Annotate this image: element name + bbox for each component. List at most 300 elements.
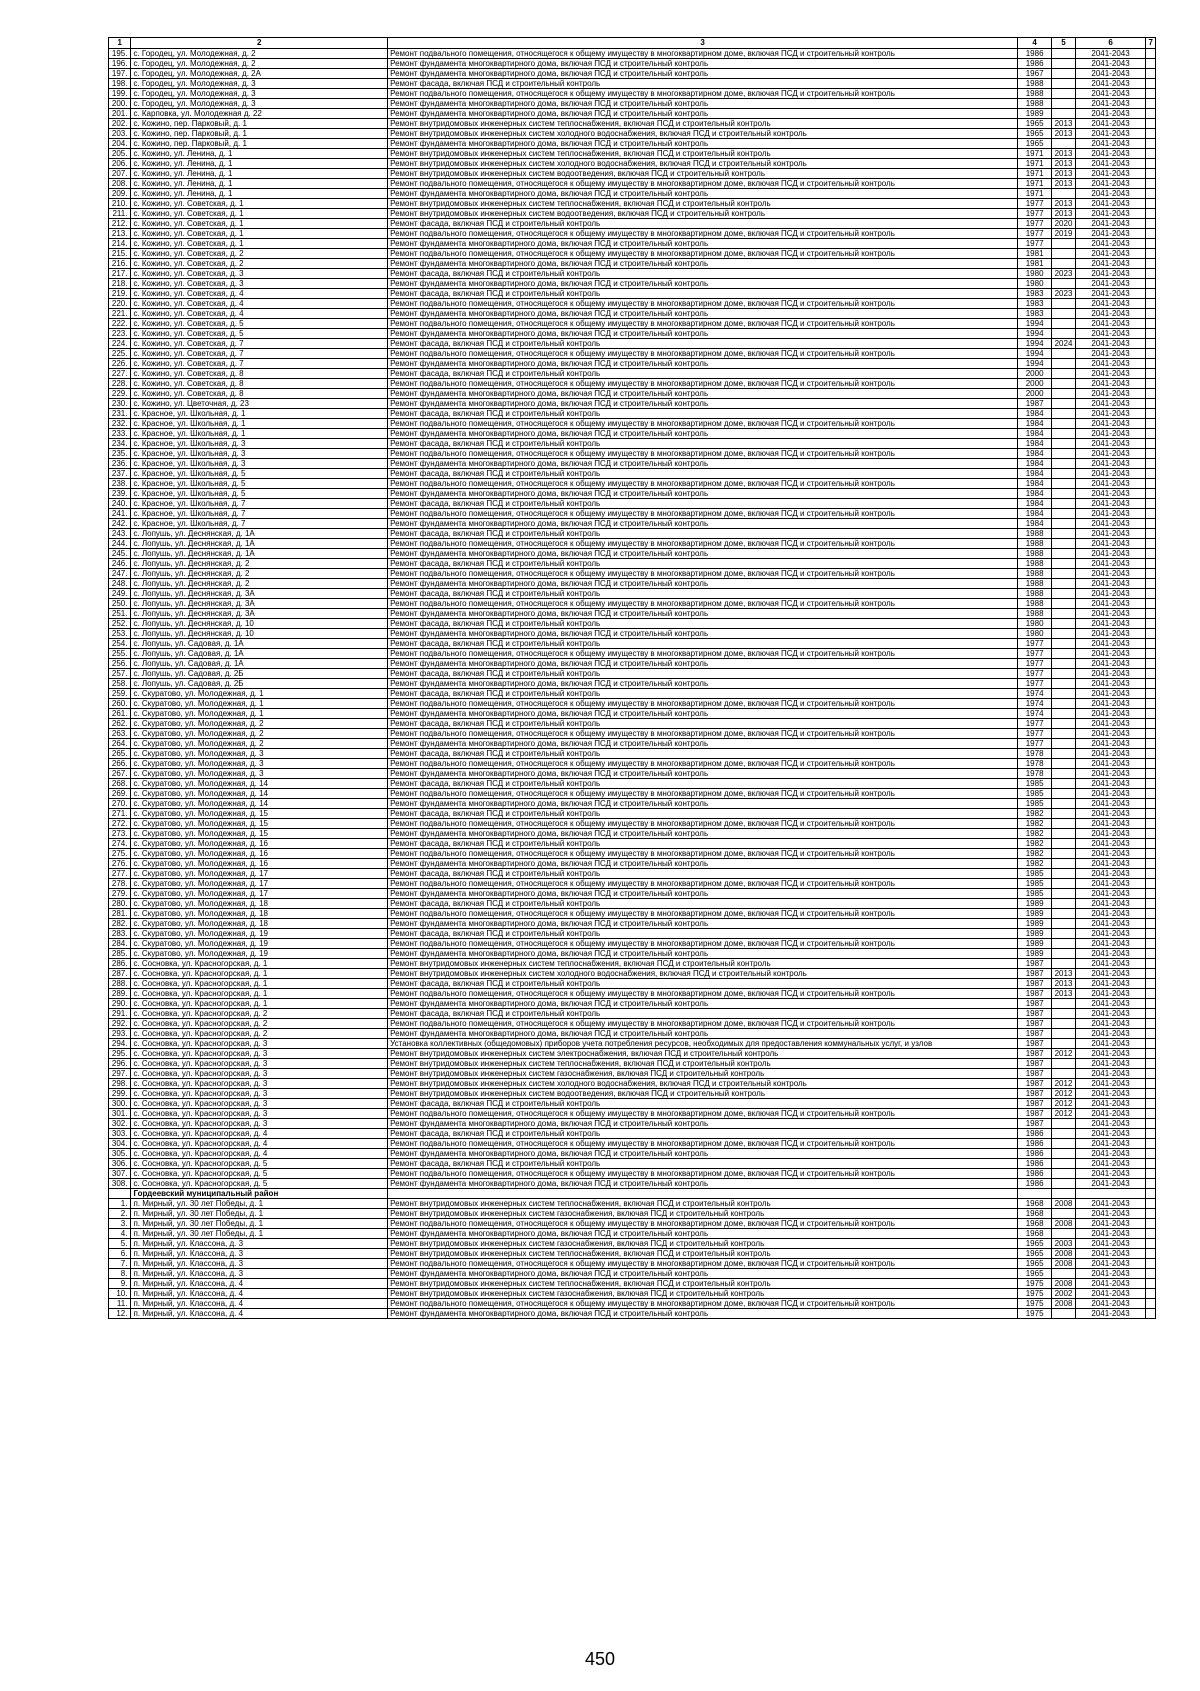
work-type-cell: Ремонт фундамента многоквартирного дома, включая ПСД и строительный контроль	[388, 389, 1018, 399]
year-built-cell: 1986	[1018, 1169, 1052, 1179]
planned-period-cell: 2041-2043	[1075, 1169, 1146, 1179]
year-built-cell: 1965	[1018, 1259, 1052, 1269]
note-cell	[1146, 319, 1156, 329]
address-cell: с. Сосновка, ул. Красногорская, д. 5	[131, 1159, 388, 1169]
table-row	[109, 539, 1156, 549]
year-built-cell: 1977	[1018, 669, 1052, 679]
table-row	[109, 819, 1156, 829]
planned-period-cell: 2041-2043	[1075, 1089, 1146, 1099]
table-row	[109, 1079, 1156, 1089]
last-repair-year-cell	[1052, 859, 1076, 869]
planned-period-cell: 2041-2043	[1075, 909, 1146, 919]
planned-period-cell: 2041-2043	[1075, 1029, 1146, 1039]
row-number-cell: 241.	[109, 509, 131, 519]
row-number-cell: 232.	[109, 419, 131, 429]
work-type-cell: Ремонт подвального помещения, относящегося к общему имуществу в многоквартирном доме, включая ПСД и строительный контроль	[388, 1109, 1018, 1119]
note-cell	[1146, 809, 1156, 819]
work-type-cell: Ремонт фасада, включая ПСД и строительный контроль	[388, 529, 1018, 539]
table-row	[109, 1239, 1156, 1249]
note-cell	[1146, 1039, 1156, 1049]
planned-period-cell: 2041-2043	[1075, 619, 1146, 629]
table-row	[109, 559, 1156, 569]
note-cell	[1146, 189, 1156, 199]
note-cell	[1146, 1099, 1156, 1109]
year-built-cell: 1984	[1018, 449, 1052, 459]
last-repair-year-cell	[1052, 769, 1076, 779]
planned-period-cell: 2041-2043	[1075, 1269, 1146, 1279]
note-cell	[1146, 519, 1156, 529]
table-row	[109, 649, 1156, 659]
address-cell: с. Лопушь, ул. Садовая, д. 2Б	[131, 679, 388, 689]
year-built-cell: 1984	[1018, 419, 1052, 429]
address-cell: с. Скуратово, ул. Молодежная, д. 2	[131, 729, 388, 739]
table-row	[109, 1009, 1156, 1019]
note-cell	[1146, 79, 1156, 89]
row-number-cell: 208.	[109, 179, 131, 189]
address-cell: с. Кожино, ул. Советская, д. 7	[131, 339, 388, 349]
last-repair-year-cell	[1052, 739, 1076, 749]
planned-period-cell: 2041-2043	[1075, 579, 1146, 589]
table-row	[109, 949, 1156, 959]
table-row	[109, 189, 1156, 199]
address-cell: с. Кожино, ул. Советская, д. 4	[131, 299, 388, 309]
table-row	[109, 1289, 1156, 1299]
table-row	[109, 609, 1156, 619]
row-number-cell: 220.	[109, 299, 131, 309]
work-type-cell: Ремонт фасада, включая ПСД и строительный контроль	[388, 1159, 1018, 1169]
row-number-cell: 305.	[109, 1149, 131, 1159]
note-cell	[1146, 1129, 1156, 1139]
row-number-cell: 242.	[109, 519, 131, 529]
planned-period-cell: 2041-2043	[1075, 409, 1146, 419]
last-repair-year-cell	[1052, 139, 1076, 149]
work-type-cell: Ремонт фундамента многоквартирного дома, включая ПСД и строительный контроль	[388, 549, 1018, 559]
year-built-cell: 1985	[1018, 779, 1052, 789]
note-cell	[1146, 839, 1156, 849]
last-repair-year-cell	[1052, 49, 1076, 59]
work-type-cell: Ремонт подвального помещения, относящегося к общему имуществу в многоквартирном доме, включая ПСД и строительный контроль	[388, 179, 1018, 189]
planned-period-cell: 2041-2043	[1075, 1139, 1146, 1149]
note-cell	[1146, 139, 1156, 149]
year-built-cell: 1981	[1018, 249, 1052, 259]
planned-period-cell: 2041-2043	[1075, 679, 1146, 689]
planned-period-cell: 2041-2043	[1075, 1039, 1146, 1049]
planned-period-cell: 2041-2043	[1075, 1249, 1146, 1259]
note-cell	[1146, 1079, 1156, 1089]
planned-period-cell: 2041-2043	[1075, 799, 1146, 809]
note-cell	[1146, 1069, 1156, 1079]
last-repair-year-cell: 2003	[1052, 1239, 1076, 1249]
last-repair-year-cell: 2013	[1052, 969, 1076, 979]
work-type-cell: Ремонт фундамента многоквартирного дома, включая ПСД и строительный контроль	[388, 109, 1018, 119]
table-row	[109, 1119, 1156, 1129]
note-cell	[1146, 489, 1156, 499]
work-type-cell: Ремонт фундамента многоквартирного дома, включая ПСД и строительный контроль	[388, 999, 1018, 1009]
year-built-cell: 1982	[1018, 819, 1052, 829]
row-number-cell: 246.	[109, 559, 131, 569]
row-number-cell: 205.	[109, 149, 131, 159]
planned-period-cell: 2041-2043	[1075, 279, 1146, 289]
address-cell: с. Сосновка, ул. Красногорская, д. 5	[131, 1179, 388, 1189]
year-built-cell: 1989	[1018, 949, 1052, 959]
address-cell: с. Кожино, ул. Советская, д. 2	[131, 259, 388, 269]
last-repair-year-cell: 2013	[1052, 179, 1076, 189]
last-repair-year-cell	[1052, 1009, 1076, 1019]
address-cell: с. Скуратово, ул. Молодежная, д. 1	[131, 709, 388, 719]
table-row	[109, 739, 1156, 749]
year-built-cell: 1977	[1018, 639, 1052, 649]
table-row	[109, 1259, 1156, 1269]
planned-period-cell: 2041-2043	[1075, 899, 1146, 909]
year-built-cell: 1988	[1018, 89, 1052, 99]
row-number-cell: 6.	[109, 1249, 131, 1259]
year-built-cell	[1018, 1189, 1052, 1199]
row-number-cell: 3.	[109, 1219, 131, 1229]
year-built-cell: 1971	[1018, 169, 1052, 179]
row-number-cell: 304.	[109, 1139, 131, 1149]
last-repair-year-cell	[1052, 1229, 1076, 1239]
year-built-cell: 1977	[1018, 209, 1052, 219]
planned-period-cell: 2041-2043	[1075, 429, 1146, 439]
note-cell	[1146, 1239, 1156, 1249]
last-repair-year-cell	[1052, 949, 1076, 959]
planned-period-cell: 2041-2043	[1075, 519, 1146, 529]
planned-period-cell: 2041-2043	[1075, 1149, 1146, 1159]
row-number-cell: 211.	[109, 209, 131, 219]
row-number-cell: 213.	[109, 229, 131, 239]
year-built-cell: 1968	[1018, 1199, 1052, 1209]
planned-period-cell: 2041-2043	[1075, 939, 1146, 949]
work-type-cell: Ремонт внутридомовых инженерных систем газоснабжения, включая ПСД и строительный контроль	[388, 1289, 1018, 1299]
address-cell: с. Кожино, ул. Советская, д. 1	[131, 219, 388, 229]
work-type-cell: Ремонт фундамента многоквартирного дома, включая ПСД и строительный контроль	[388, 799, 1018, 809]
work-type-cell: Ремонт фасада, включая ПСД и строительный контроль	[388, 689, 1018, 699]
address-cell: с. Кожино, ул. Ленина, д. 1	[131, 189, 388, 199]
table-row	[109, 899, 1156, 909]
note-cell	[1146, 499, 1156, 509]
address-cell: с. Красное, ул. Школьная, д. 5	[131, 479, 388, 489]
address-cell: с. Кожино, ул. Советская, д. 7	[131, 359, 388, 369]
row-number-cell: 272.	[109, 819, 131, 829]
address-cell: с. Скуратово, ул. Молодежная, д. 18	[131, 909, 388, 919]
address-cell: с. Сосновка, ул. Красногорская, д. 3	[131, 1109, 388, 1119]
work-type-cell: Ремонт фасада, включая ПСД и строительный контроль	[388, 1099, 1018, 1109]
address-cell: с. Лопушь, ул. Деснянская, д. 1А	[131, 539, 388, 549]
note-cell	[1146, 469, 1156, 479]
last-repair-year-cell	[1052, 1159, 1076, 1169]
table-row	[109, 429, 1156, 439]
table-row	[109, 1199, 1156, 1209]
table-row	[109, 909, 1156, 919]
address-cell: с. Сосновка, ул. Красногорская, д. 4	[131, 1139, 388, 1149]
work-type-cell: Ремонт фасада, включая ПСД и строительный контроль	[388, 749, 1018, 759]
address-cell: с. Скуратово, ул. Молодежная, д. 17	[131, 869, 388, 879]
table-row	[109, 379, 1156, 389]
row-number-cell: 8.	[109, 1269, 131, 1279]
table-row	[109, 639, 1156, 649]
note-cell	[1146, 629, 1156, 639]
address-cell: с. Кожино, ул. Советская, д. 8	[131, 379, 388, 389]
planned-period-cell: 2041-2043	[1075, 459, 1146, 469]
note-cell	[1146, 929, 1156, 939]
last-repair-year-cell	[1052, 599, 1076, 609]
year-built-cell: 1968	[1018, 1209, 1052, 1219]
address-cell: с. Городец, ул. Молодежная, д. 2	[131, 59, 388, 69]
address-cell: с. Кожино, пер. Парковый, д. 1	[131, 129, 388, 139]
address-cell: с. Красное, ул. Школьная, д. 1	[131, 419, 388, 429]
table-row	[109, 439, 1156, 449]
address-cell: с. Кожино, ул. Советская, д. 8	[131, 369, 388, 379]
planned-period-cell: 2041-2043	[1075, 1129, 1146, 1139]
planned-period-cell: 2041-2043	[1075, 999, 1146, 1009]
note-cell	[1146, 1269, 1156, 1279]
last-repair-year-cell	[1052, 1029, 1076, 1039]
year-built-cell: 1987	[1018, 959, 1052, 969]
year-built-cell: 1985	[1018, 869, 1052, 879]
address-cell: с. Скуратово, ул. Молодежная, д. 3	[131, 759, 388, 769]
year-built-cell: 1987	[1018, 1099, 1052, 1109]
note-cell	[1146, 879, 1156, 889]
note-cell	[1146, 479, 1156, 489]
last-repair-year-cell	[1052, 1129, 1076, 1139]
planned-period-cell: 2041-2043	[1075, 249, 1146, 259]
year-built-cell: 1977	[1018, 719, 1052, 729]
year-built-cell: 1965	[1018, 119, 1052, 129]
work-type-cell: Ремонт фундамента многоквартирного дома, включая ПСД и строительный контроль	[388, 859, 1018, 869]
address-cell: с. Кожино, ул. Советская, д. 8	[131, 389, 388, 399]
year-built-cell: 1965	[1018, 1239, 1052, 1249]
note-cell	[1146, 1179, 1156, 1189]
note-cell	[1146, 1149, 1156, 1159]
work-type-cell: Ремонт подвального помещения, относящегося к общему имуществу в многоквартирном доме, включая ПСД и строительный контроль	[388, 849, 1018, 859]
note-cell	[1146, 289, 1156, 299]
header-row	[109, 38, 1156, 49]
row-number-cell: 290.	[109, 999, 131, 1009]
table-row	[109, 769, 1156, 779]
row-number-cell: 227.	[109, 369, 131, 379]
year-built-cell: 1975	[1018, 1279, 1052, 1289]
note-cell	[1146, 1209, 1156, 1219]
row-number-cell: 209.	[109, 189, 131, 199]
last-repair-year-cell	[1052, 959, 1076, 969]
last-repair-year-cell	[1052, 1189, 1076, 1199]
row-number-cell: 292.	[109, 1019, 131, 1029]
work-type-cell: Ремонт подвального помещения, относящегося к общему имуществу в многоквартирном доме, включая ПСД и строительный контроль	[388, 249, 1018, 259]
work-type-cell: Ремонт фундамента многоквартирного дома, включая ПСД и строительный контроль	[388, 739, 1018, 749]
work-type-cell: Ремонт фасада, включая ПСД и строительный контроль	[388, 1129, 1018, 1139]
last-repair-year-cell	[1052, 749, 1076, 759]
planned-period-cell: 2041-2043	[1075, 819, 1146, 829]
note-cell	[1146, 1059, 1156, 1069]
last-repair-year-cell	[1052, 109, 1076, 119]
note-cell	[1146, 129, 1156, 139]
year-built-cell: 2000	[1018, 379, 1052, 389]
address-cell: с. Скуратово, ул. Молодежная, д. 2	[131, 739, 388, 749]
last-repair-year-cell	[1052, 929, 1076, 939]
planned-period-cell: 2041-2043	[1075, 889, 1146, 899]
table-row	[109, 1209, 1156, 1219]
address-cell: с. Лопушь, ул. Деснянская, д. 2	[131, 579, 388, 589]
note-cell	[1146, 699, 1156, 709]
work-type-cell: Ремонт внутридомовых инженерных систем электроснабжения, включая ПСД и строительный контроль	[388, 1049, 1018, 1059]
year-built-cell: 1965	[1018, 1269, 1052, 1279]
work-type-cell: Ремонт подвального помещения, относящегося к общему имуществу в многоквартирном доме, включая ПСД и строительный контроль	[388, 509, 1018, 519]
planned-period-cell: 2041-2043	[1075, 309, 1146, 319]
year-built-cell: 1984	[1018, 459, 1052, 469]
work-type-cell: Ремонт фундамента многоквартирного дома, включая ПСД и строительный контроль	[388, 429, 1018, 439]
note-cell	[1146, 709, 1156, 719]
work-type-cell: Ремонт фундамента многоквартирного дома, включая ПСД и строительный контроль	[388, 69, 1018, 79]
year-built-cell: 1982	[1018, 859, 1052, 869]
note-cell	[1146, 759, 1156, 769]
address-cell: п. Мирный, ул. Классона, д. 3	[131, 1269, 388, 1279]
address-cell: с. Лопушь, ул. Садовая, д. 2Б	[131, 669, 388, 679]
last-repair-year-cell	[1052, 409, 1076, 419]
row-number-cell: 275.	[109, 849, 131, 859]
planned-period-cell: 2041-2043	[1075, 1219, 1146, 1229]
row-number-cell: 282.	[109, 919, 131, 929]
page-number: 450	[584, 1649, 616, 1669]
row-number-cell: 277.	[109, 869, 131, 879]
planned-period-cell: 2041-2043	[1075, 779, 1146, 789]
address-cell: с. Красное, ул. Школьная, д. 3	[131, 459, 388, 469]
note-cell	[1146, 69, 1156, 79]
address-cell: с. Красное, ул. Школьная, д. 5	[131, 489, 388, 499]
address-cell: с. Скуратово, ул. Молодежная, д. 17	[131, 889, 388, 899]
address-cell: с. Скуратово, ул. Молодежная, д. 16	[131, 839, 388, 849]
last-repair-year-cell	[1052, 699, 1076, 709]
table-row	[109, 279, 1156, 289]
address-cell: с. Скуратово, ул. Молодежная, д. 3	[131, 769, 388, 779]
last-repair-year-cell	[1052, 1309, 1076, 1319]
table-row	[109, 679, 1156, 689]
year-built-cell: 1968	[1018, 1229, 1052, 1239]
table-row	[109, 979, 1156, 989]
work-type-cell: Ремонт фундамента многоквартирного дома, включая ПСД и строительный контроль	[388, 709, 1018, 719]
table-row	[109, 289, 1156, 299]
year-built-cell: 1977	[1018, 649, 1052, 659]
last-repair-year-cell	[1052, 509, 1076, 519]
row-number-cell: 207.	[109, 169, 131, 179]
year-built-cell: 1984	[1018, 489, 1052, 499]
planned-period-cell: 2041-2043	[1075, 49, 1146, 59]
table-row	[109, 59, 1156, 69]
row-number-cell: 202.	[109, 119, 131, 129]
year-built-cell: 1983	[1018, 309, 1052, 319]
last-repair-year-cell: 2012	[1052, 1079, 1076, 1089]
note-cell	[1146, 379, 1156, 389]
work-type-cell: Ремонт фасада, включая ПСД и строительный контроль	[388, 409, 1018, 419]
planned-period-cell: 2041-2043	[1075, 119, 1146, 129]
note-cell	[1146, 789, 1156, 799]
year-built-cell: 1984	[1018, 429, 1052, 439]
work-type-cell: Ремонт подвального помещения, относящегося к общему имуществу в многоквартирном доме, включая ПСД и строительный контроль	[388, 539, 1018, 549]
row-number-cell: 271.	[109, 809, 131, 819]
row-number-cell: 261.	[109, 709, 131, 719]
planned-period-cell: 2041-2043	[1075, 989, 1146, 999]
table-row	[109, 219, 1156, 229]
table-row	[109, 699, 1156, 709]
address-cell: с. Скуратово, ул. Молодежная, д. 19	[131, 949, 388, 959]
row-number-cell: 279.	[109, 889, 131, 899]
note-cell	[1146, 439, 1156, 449]
address-cell: с. Лопушь, ул. Деснянская, д. 2	[131, 569, 388, 579]
note-cell	[1146, 719, 1156, 729]
table-row	[109, 869, 1156, 879]
work-type-cell: Ремонт фундамента многоквартирного дома, включая ПСД и строительный контроль	[388, 489, 1018, 499]
planned-period-cell: 2041-2043	[1075, 419, 1146, 429]
row-number-cell	[109, 1189, 131, 1199]
row-number-cell: 248.	[109, 579, 131, 589]
note-cell	[1146, 829, 1156, 839]
work-type-cell: Ремонт подвального помещения, относящегося к общему имуществу в многоквартирном доме, включая ПСД и строительный контроль	[388, 759, 1018, 769]
row-number-cell: 266.	[109, 759, 131, 769]
address-cell: с. Кожино, ул. Советская, д. 4	[131, 289, 388, 299]
year-built-cell: 1986	[1018, 1129, 1052, 1139]
column-header: 6	[1075, 38, 1146, 49]
year-built-cell: 1985	[1018, 799, 1052, 809]
row-number-cell: 226.	[109, 359, 131, 369]
table-row	[109, 109, 1156, 119]
work-type-cell: Ремонт фасада, включая ПСД и строительный контроль	[388, 289, 1018, 299]
address-cell: с. Кожино, ул. Советская, д. 5	[131, 319, 388, 329]
note-cell	[1146, 999, 1156, 1009]
row-number-cell: 217.	[109, 269, 131, 279]
work-type-cell: Ремонт фасада, включая ПСД и строительный контроль	[388, 369, 1018, 379]
column-header: 2	[131, 38, 388, 49]
table-row	[109, 209, 1156, 219]
note-cell	[1146, 1009, 1156, 1019]
table-row	[109, 749, 1156, 759]
table-row	[109, 339, 1156, 349]
note-cell	[1146, 1049, 1156, 1059]
address-cell: п. Мирный, ул. Классона, д. 4	[131, 1289, 388, 1299]
address-cell: с. Сосновка, ул. Красногорская, д. 3	[131, 1069, 388, 1079]
work-type-cell: Ремонт фасада, включая ПСД и строительный контроль	[388, 669, 1018, 679]
note-cell	[1146, 329, 1156, 339]
note-cell	[1146, 1249, 1156, 1259]
planned-period-cell: 2041-2043	[1075, 729, 1146, 739]
year-built-cell: 1977	[1018, 229, 1052, 239]
address-cell: с. Красное, ул. Школьная, д. 5	[131, 469, 388, 479]
table-row	[109, 959, 1156, 969]
planned-period-cell: 2041-2043	[1075, 199, 1146, 209]
planned-period-cell: 2041-2043	[1075, 699, 1146, 709]
work-type-cell: Ремонт фасада, включая ПСД и строительный контроль	[388, 779, 1018, 789]
work-type-cell: Ремонт внутридомовых инженерных систем холодного водоснабжения, включая ПСД и строительный контроль	[388, 1079, 1018, 1089]
row-number-cell: 221.	[109, 309, 131, 319]
year-built-cell: 1985	[1018, 789, 1052, 799]
last-repair-year-cell: 2008	[1052, 1249, 1076, 1259]
address-cell: с. Городец, ул. Молодежная, д. 2А	[131, 69, 388, 79]
planned-period-cell: 2041-2043	[1075, 649, 1146, 659]
table-row	[109, 629, 1156, 639]
note-cell	[1146, 179, 1156, 189]
year-built-cell: 1988	[1018, 559, 1052, 569]
year-built-cell: 1989	[1018, 109, 1052, 119]
address-cell: с. Скуратово, ул. Молодежная, д. 14	[131, 789, 388, 799]
table-row	[109, 859, 1156, 869]
address-cell: п. Мирный, ул. Классона, д. 3	[131, 1249, 388, 1259]
note-cell	[1146, 509, 1156, 519]
note-cell	[1146, 1019, 1156, 1029]
planned-period-cell: 2041-2043	[1075, 609, 1146, 619]
address-cell: с. Красное, ул. Школьная, д. 3	[131, 449, 388, 459]
last-repair-year-cell: 2012	[1052, 1089, 1076, 1099]
work-type-cell: Ремонт подвального помещения, относящегося к общему имуществу в многоквартирном доме, включая ПСД и строительный контроль	[388, 1139, 1018, 1149]
planned-period-cell: 2041-2043	[1075, 139, 1146, 149]
note-cell	[1146, 1029, 1156, 1039]
